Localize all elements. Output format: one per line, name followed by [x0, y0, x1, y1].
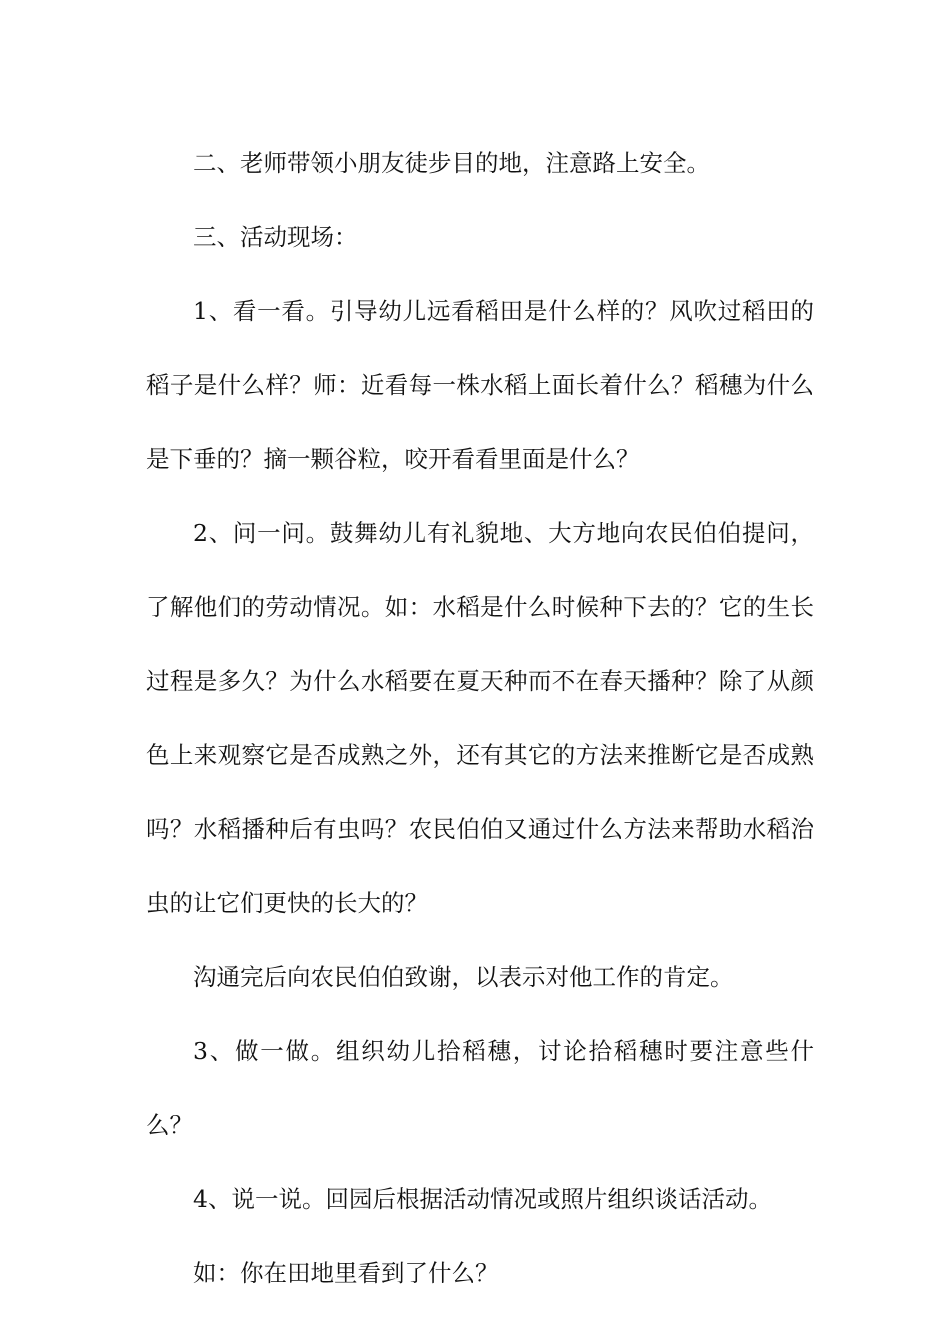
paragraph-ask: 2、问一问。鼓舞幼儿有礼貌地、大方地向农民伯伯提问，了解他们的劳动情况。如：水稻是什么时候种下去的？它的生长过程是多久？为什么水稻要在夏天种而不在春天播种？除了从颜色上来观察它是否成熟之外，还有其它的方法来推断它是否成熟吗？水稻播种后有虫吗？农民伯伯又通过什么方法来帮助水稻治虫的让它们更快的长大的？ — [146, 519, 814, 917]
document-body — [146, 126, 814, 1310]
paragraph-do: 3、做一做。组织幼儿拾稻穗，讨论拾稻穗时要注意些什么？ — [146, 1037, 814, 1139]
paragraph-example: 如：你在田地里看到了什么？ — [193, 1259, 499, 1287]
paragraph-look: 1、看一看。引导幼儿远看稻田是什么样的？风吹过稻田的稻子是什么样？师：近看每一株水稻上面长着什么？稻穗为什么是下垂的？摘一颗谷粒，咬开看看里面是什么？ — [146, 297, 814, 473]
paragraph-step-two: 二、老师带领小朋友徒步目的地，注意路上安全。 — [193, 149, 710, 177]
paragraph-say: 4、说一说。回园后根据活动情况或照片组织谈话活动。 — [193, 1185, 772, 1213]
paragraph-thanks: 沟通完后向农民伯伯致谢，以表示对他工作的肯定。 — [193, 963, 734, 991]
paragraph-step-three-heading: 三、活动现场： — [193, 223, 358, 251]
